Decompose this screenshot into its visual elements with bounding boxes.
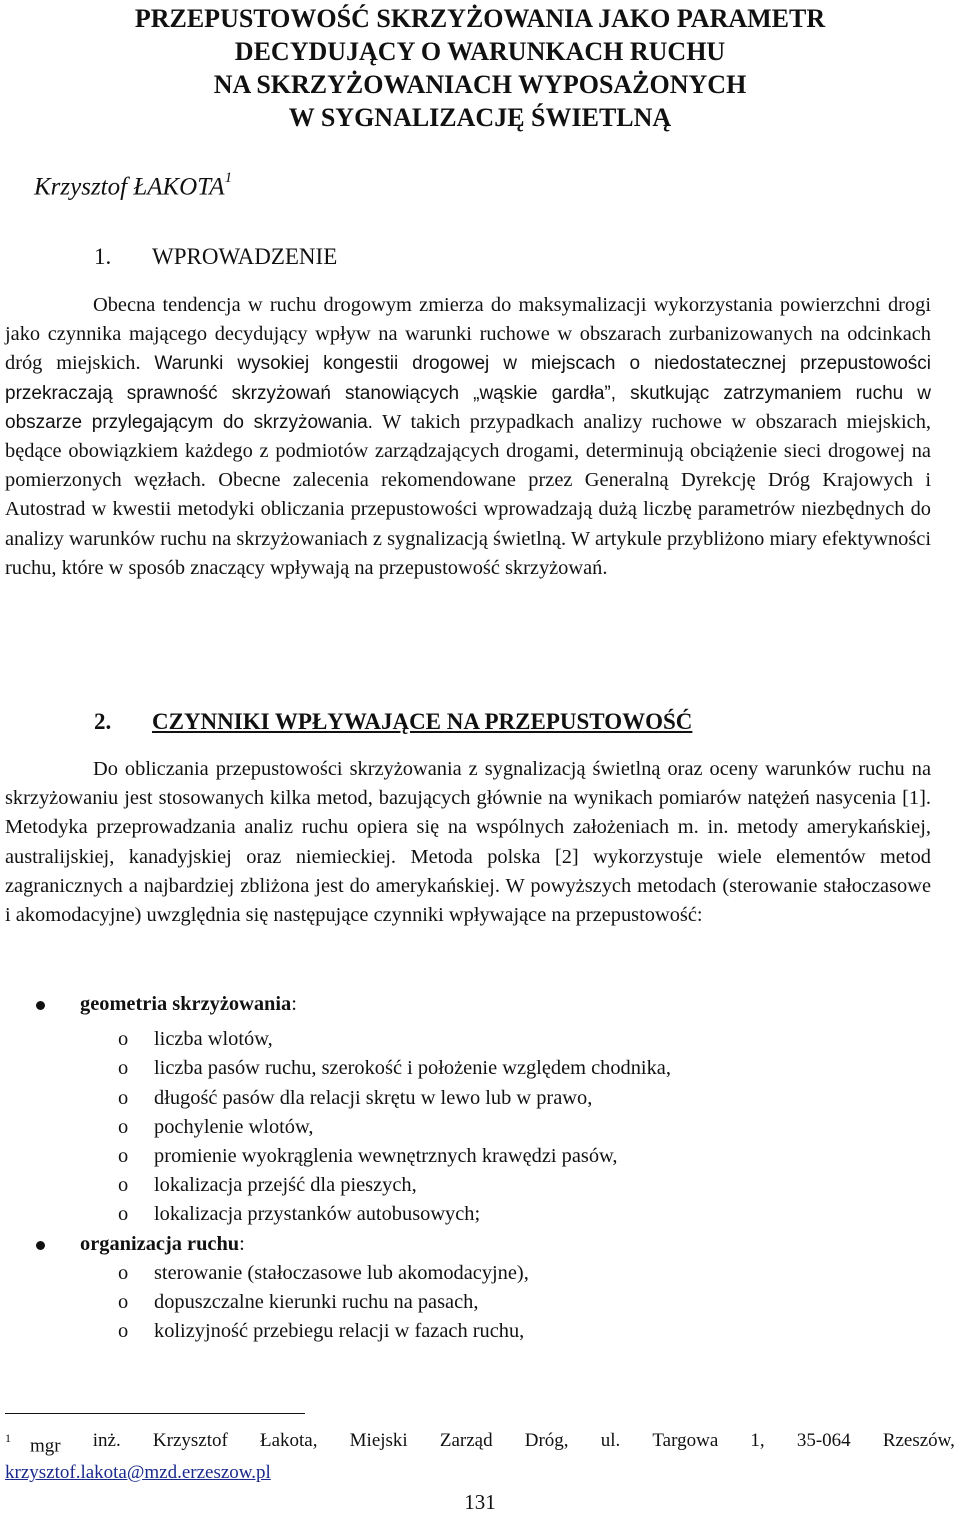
title-line-1: PRZEPUSTOWOŚĆ SKRZYŻOWANIA JAKO PARAMETR (134, 4, 826, 33)
footnote-word: Dróg, (524, 1430, 569, 1451)
footnote-word: Zarząd (439, 1430, 493, 1451)
section-2-text: Do obliczania przepustowości skrzyżowania z sygnalizacją świetlną oraz oceny warunków ruchu na skrzyżowaniu jest stosowanych kilka metod, bazujących głównie na wynikach pomiarów natężeń nasycenia [1]. Metodyka przeprowadzania analiz ruchu opiera się na wspólnych założeniach m. in. metody amerykańskiej, australijskiej, kanadyjskiej oraz niemieckiej. Metoda polska [2] wykorzystuje wiele elementów metod zagranicznych a najbardziej zbliżona jest do amerykańskiej. W powyższych metodach (sterowanie stałoczasowe i akomodacyjne) uwzględnia się następujące czynniki wpływające na przepustowość: (5, 758, 931, 927)
sub-bullet-marker: o (118, 1145, 129, 1168)
section-1-paragraph (5, 291, 931, 583)
section-1-text-part-3: W takich przypadkach analizy ruchowe w obszarach miejskich, będące obowiązkiem każdego z podmiotów zarządzających drogami, determinują obciążenie sieci drogowej na pomierzonych węzłach. Obecne zalecenia rekomendowane przez Generalną Dyrekcję Dróg Krajowych i Autostrad w kwestii metodyki obliczania przepustowości wprowadzają dużą liczbę parametrów niezbędnych do analizy warunków ruchu na skrzyżowaniach z sygnalizacją świetlną. W artykule przybliżono miary efektywności ruchu, które w sposób znaczący wpływają na przepustowość skrzyżowań. (5, 410, 932, 579)
list-item-text: długość pasów dla relacji skrętu w lewo lub w prawo, (154, 1086, 593, 1109)
list-item-text: lokalizacja przejść dla pieszych, (154, 1174, 417, 1197)
sub-bullet-marker: o (118, 1174, 129, 1197)
list-item-text: liczba pasów ruchu, szerokość i położenie względem chodnika, (154, 1057, 671, 1080)
footnote-word: Miejski (349, 1430, 408, 1451)
sub-bullet-marker: o (118, 1291, 129, 1314)
list-item (0, 1084, 930, 1113)
list-item (0, 1171, 930, 1200)
footnote-word: Rzeszów, (882, 1430, 955, 1451)
list-item (0, 1142, 930, 1171)
footnote-word (5, 1427, 61, 1459)
list-item-text: lokalizacja przystanków autobusowych; (154, 1203, 481, 1226)
section-1-text-part-2: Warunki wysokiej kongestii drogowej w miejscach o niedostatecznej przepustowości przekraczają sprawność skrzyżowań stanowiących „wąskie gardła”, skutkując zatrzymaniem ruchu w obszarze przylegającym do skrzyżowania. (5, 353, 931, 433)
list-item-text: liczba wlotów, (154, 1028, 273, 1051)
list-item (0, 1288, 930, 1317)
sub-bullet-marker: o (118, 1086, 129, 1109)
factor-group-head: geometria skrzyżowania (80, 993, 292, 1015)
footnote-word: Łakota, (259, 1430, 318, 1451)
factor-list (0, 990, 930, 1346)
sub-bullet-marker: o (118, 1057, 129, 1080)
footnote (5, 1427, 955, 1486)
page-number: 131 (464, 1490, 496, 1514)
author-footnote-mark: 1 (224, 170, 233, 186)
list-item-text: kolizyjność przebiegu relacji w fazach ruchu, (154, 1320, 525, 1343)
footnote-word: ul. (600, 1430, 621, 1451)
title-line-4: W SYGNALIZACJĘ ŚWIETLNĄ (288, 103, 672, 132)
section-2-title: CZYNNIKI WPŁYWAJĄCE NA PRZEPUSTOWOŚĆ (152, 709, 693, 734)
bullet-icon (36, 1001, 45, 1010)
section-2-paragraph (5, 755, 931, 930)
section-2-number: 2. (94, 709, 112, 734)
footnote-separator (5, 1413, 305, 1414)
title-line-3: NA SKRZYŻOWANIACH WYPOSAŻONYCH (213, 70, 747, 99)
list-item-text: sterowanie (stałoczasowe lub akomodacyjne), (154, 1261, 529, 1284)
factor-group-organization (0, 1230, 930, 1347)
factor-sublist (80, 1025, 930, 1229)
email-link[interactable]: krzysztof.lakota@mzd.erzeszow.pl (5, 1462, 271, 1484)
list-item (0, 1317, 930, 1346)
section-1-title: WPROWADZENIE (152, 244, 338, 269)
sub-bullet-marker: o (118, 1203, 129, 1226)
list-item-text: pochylenie wlotów, (154, 1115, 314, 1138)
section-1-number: 1. (94, 244, 112, 269)
list-item (0, 1259, 930, 1288)
factor-group-geometry (0, 990, 930, 1230)
footnote-word: 35-064 (796, 1430, 851, 1451)
author-name: Krzysztof ŁAKOTA (34, 173, 225, 201)
footnote-word-text: mgr (30, 1435, 61, 1457)
footnote-word: Targowa (652, 1430, 719, 1451)
section-2-heading (94, 709, 692, 735)
footnote-word: Krzysztof (152, 1430, 228, 1451)
sub-bullet-marker: o (118, 1115, 129, 1138)
section-1-heading (94, 244, 337, 270)
factor-sublist (80, 1259, 930, 1347)
bullet-icon (36, 1241, 45, 1250)
section-1-text-part-1: Obecna tendencja w ruchu drogowym zmierza do maksymalizacji wykorzystania powierzchni drogi jako czynnika mającego decydujący wpływ na warunki ruchowe w obszarach zurbanizowanych na odcinkach dróg miejskich. (5, 294, 931, 375)
paper-title (40, 2, 920, 134)
footnote-line (5, 1427, 955, 1459)
list-item-text: dopuszczalne kierunki ruchu na pasach, (154, 1291, 479, 1314)
title-line-2: DECYDUJĄCY O WARUNKACH RUCHU (234, 37, 726, 66)
factor-group-suffix: : (291, 993, 297, 1015)
footnote-word: inż. (92, 1430, 121, 1451)
footnote-mark: 1 (5, 1431, 11, 1445)
list-item (0, 1200, 930, 1229)
list-item-text: promienie wyokrąglenia wewnętrznych krawędzi pasów, (154, 1145, 618, 1168)
list-item (0, 1113, 930, 1142)
factor-group-suffix: : (239, 1232, 245, 1255)
sub-bullet-marker: o (118, 1320, 129, 1343)
sub-bullet-marker: o (118, 1261, 129, 1284)
author-line (34, 170, 233, 201)
list-item (0, 1025, 930, 1054)
footnote-word: 1, (750, 1430, 765, 1451)
list-item (0, 1054, 930, 1083)
sub-bullet-marker: o (118, 1028, 129, 1051)
factor-group-head: organizacja ruchu (80, 1232, 240, 1255)
